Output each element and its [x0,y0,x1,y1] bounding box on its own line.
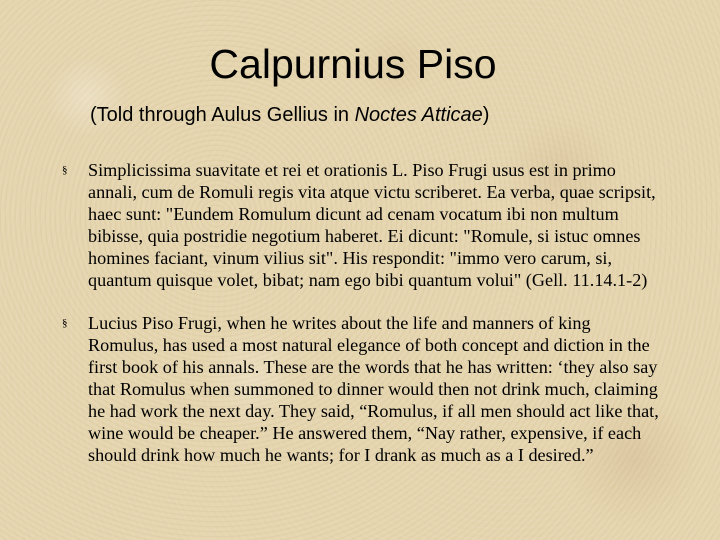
bullet-text-latin: Simplicissima suavitate et rei et orationis L. Piso Frugi usus est in primo annali, cum de Romuli regis vita atque victu scriberet. Ea verba, quae scripsit, haec sunt: "Eundem Romulum dicunt ad cenam vocatum ibi non multum bibisse, quia postridie negotium haberet. Ei dicunt: "Romule, si istuc omnes homines faciant, vinum vilius sit". His respondit: "immo vero carum, si, quantum quisque volet, bibat; nam ego bibi quantum volui" (Gell. 11.14.1-2) [88,160,656,290]
slide-subtitle [90,102,489,128]
subtitle-suffix: ) [482,104,490,126]
slide-title: Calpurnius Piso [209,41,497,87]
section-sign-bullet-icon: § [62,164,68,176]
bullet-list [62,160,662,489]
subtitle-work-title: Noctes Atticae [354,104,483,126]
bullet-text-english: Lucius Piso Frugi, when he writes about the life and manners of king Romulus, has used a most natural elegance of both concept and diction in the first book of his annals. These are the words that he has written: ‘they also say that Romulus when summoned to dinner would then not drink much, claiming he had work the next day. They said, “Romulus, if all men should act like that, wine would be cheaper.” He answered them, “Nay rather, expensive, if each should drink how much he wants; for I drank as much as a I desired.” [88,313,659,465]
subtitle-prefix: (Told through Aulus Gellius in [90,104,355,126]
bullet-item-english [62,313,662,466]
bullet-item-latin [62,160,662,291]
section-sign-bullet-icon: § [62,317,68,330]
